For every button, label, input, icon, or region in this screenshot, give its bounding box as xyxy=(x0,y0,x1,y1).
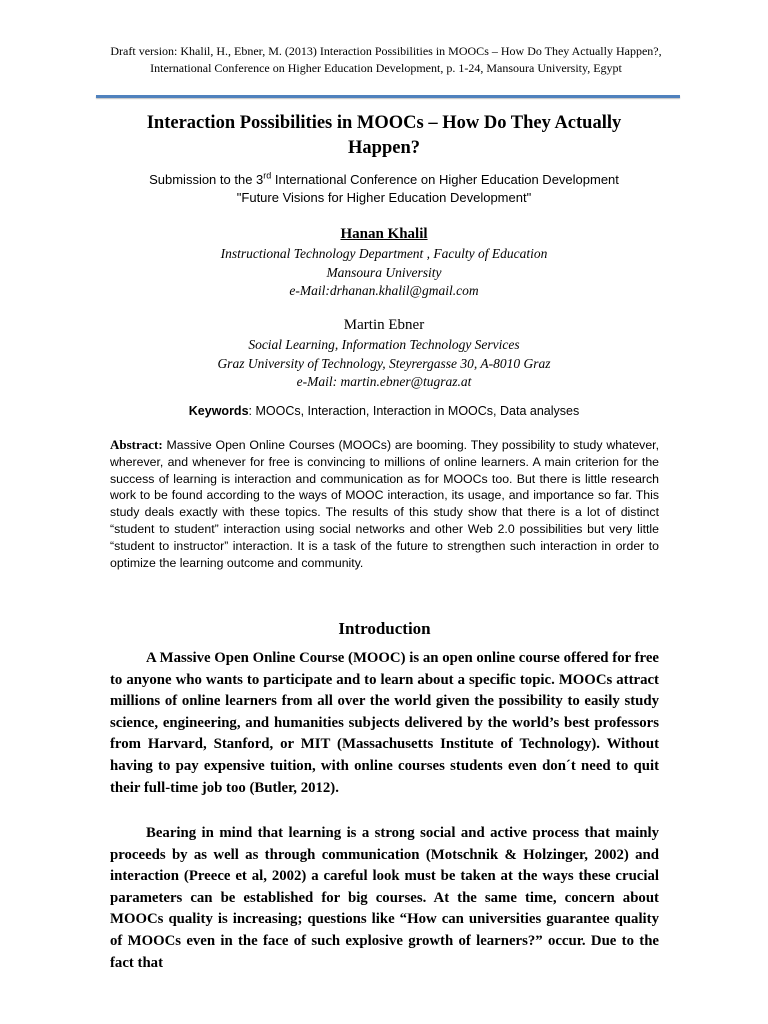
author-name: Martin Ebner xyxy=(343,317,425,333)
author-block-2 xyxy=(100,315,668,392)
author-institution: Mansoura University xyxy=(326,264,442,280)
body-paragraph: A Massive Open Online Course (MOOC) is an open online course offered for free to anyone who wants to participate and to learn about a specific topic. MOOCs attract millions of online learners from all over the world given the possibility to easily study science, engineering, and humanities subjects delivered by the world’s best professors from Harvard, Stanford, or MIT (Massachusetts Institute of Technology). Without having to pay expensive tuition, with online courses students even don´t need to quit their full-time job too (Butler, 2012). xyxy=(110,650,659,796)
header-divider xyxy=(96,95,680,98)
submission-ordinal-suffix: rd xyxy=(263,170,272,181)
keywords-label: Keywords xyxy=(188,404,249,418)
author-email: e-Mail:drhanan.khalil@gmail.com xyxy=(289,283,479,298)
paper-title: Interaction Possibilities in MOOCs – How Do They Actually Happen? xyxy=(146,113,622,158)
body-paragraph: Bearing in mind that learning is a strong social and active process that mainly proceeds by as well as through communication (Motschnik & Holzinger, 2002) and interaction (Preece et al, 2002) a careful look must be taken at the ways these crucial parameters can be established for big courses. At the same time, concern about MOOCs quality is increasing; questions like “How can universities guarantee quality of MOOCs even in the face of such explosive growth of learners?” occur. Due to the fact that xyxy=(110,825,659,971)
submission-line1-prefix: Submission to the 3 xyxy=(149,172,264,187)
author-institution: Graz University of Technology, Steyrergasse 30, A-8010 Graz xyxy=(217,355,551,371)
abstract-label: Abstract: xyxy=(110,437,163,452)
abstract-text: Massive Open Online Courses (MOOCs) are booming. They possibility to study whatever, wherever, and whenever for free is convincing to millions of online learners. A main criterion for the success of learning is interaction and communication as for MOOCs too. But there is little research work to be found according to the ways of MOOC interaction, its usage, and importance so far. This study deals exactly with these topics. The results of this study show that there is a lot of distinct “student to student” interaction using social networks and other Web 2.0 possibilities but very little “student to instructor” interaction. It is a task of the future to strengthen such interaction in order to optimize the learning outcome and community. xyxy=(110,438,659,570)
author-block-1 xyxy=(100,224,668,301)
author-name: Hanan Khalil xyxy=(340,226,428,242)
keywords-text: : MOOCs, Interaction, Interaction in MOOCs, Data analyses xyxy=(248,404,580,418)
author-affiliation: Instructional Technology Department , Faculty of Education xyxy=(220,246,548,261)
submission-line1-suffix: International Conference on Higher Education Development xyxy=(271,172,619,187)
author-affiliation: Social Learning, Information Technology Services xyxy=(248,337,520,352)
section-heading-introduction: Introduction xyxy=(338,619,431,638)
author-email: e-Mail: martin.ebner@tugraz.at xyxy=(296,374,472,389)
submission-note xyxy=(100,171,668,207)
draft-citation-note: Draft version: Khalil, H., Ebner, M. (2013) Interaction Possibilities in MOOCs – How Do They Actually Happen?, International Conference on Higher Education Development, p. 1-24, Mansoura University, Egypt xyxy=(110,44,662,75)
keywords xyxy=(100,403,668,420)
abstract xyxy=(110,437,659,571)
submission-line2: "Future Visions for Higher Education Development" xyxy=(236,190,532,205)
